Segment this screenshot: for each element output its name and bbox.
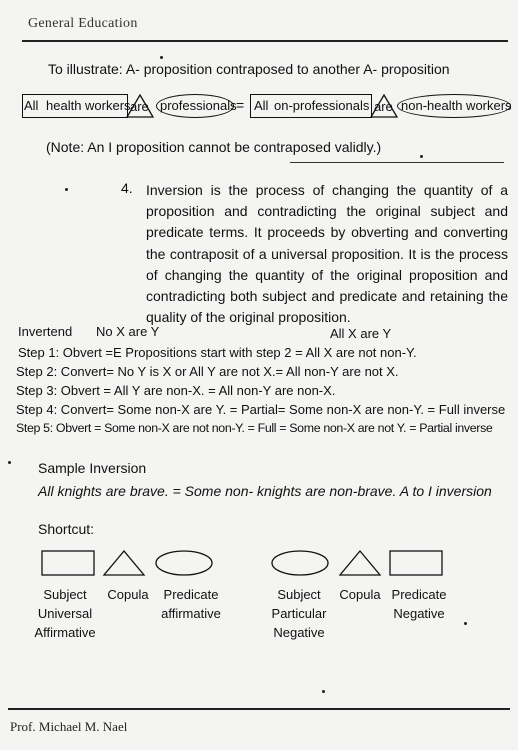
sample-text: All knights are brave. = Some non- knights are non-brave. A to I inversion	[38, 483, 492, 499]
speck	[8, 461, 11, 464]
label-predicate-affirmative: Predicate affirmative	[161, 587, 221, 621]
step-3: Step 3: Obvert = All Y are non-X. = All non-Y are non-X.	[16, 383, 336, 398]
page-header: General Education	[28, 16, 138, 31]
example-all-1: All	[24, 98, 39, 113]
example-copula-2: are	[374, 99, 393, 114]
invertend-left: No X are Y	[96, 324, 160, 339]
example-equals: =	[236, 97, 245, 113]
decorative-line	[290, 162, 504, 163]
speck	[464, 622, 467, 625]
example-copula-1: are	[130, 99, 149, 114]
example-subject-1: health workers	[46, 98, 131, 113]
step-2: Step 2: Convert= No Y is X or All Y are not X.= All non-Y are not X.	[16, 364, 399, 379]
footer-rule	[8, 708, 510, 710]
invertend-label: Invertend	[18, 324, 73, 339]
example-all-2: All	[254, 98, 269, 113]
speck	[322, 690, 325, 693]
step-1: Step 1: Obvert =E Propositions start with step 2 = All X are not non-Y.	[18, 345, 417, 360]
example-subject-2: on-professionals	[274, 98, 370, 113]
sample-heading: Sample Inversion	[38, 460, 147, 476]
label-subject-particular: Subject Particular Negative	[271, 587, 327, 640]
header-rule	[22, 40, 508, 42]
example-predicate-2: non-health workers	[401, 98, 512, 113]
label-predicate-negative: Predicate Negative	[391, 587, 447, 621]
invertend-right: All X are Y	[330, 326, 392, 341]
label-copula-left: Copula	[107, 587, 149, 602]
section-paragraph: Inversion is the process of changing the quantity of a proposition and contradicting the original subject and predicate terms. It proceeds by obverting and converting the contraposit of a universal proposition. It is the process of changing the quantity of the original proposition and contradicting both subject and predicate and retaining the quality of the original proposition.	[146, 182, 508, 326]
speck	[65, 188, 68, 191]
footer-author: Prof. Michael M. Nael	[10, 719, 128, 734]
shortcut-shapes-right	[268, 549, 484, 577]
shortcut-shapes-left	[40, 549, 250, 577]
label-copula-right: Copula	[339, 587, 381, 602]
illustrate-text: To illustrate: A- proposition contraposed to another A- proposition	[48, 61, 450, 77]
step-5: Step 5: Obvert = Some non-X are not non-Y. = Full = Some non-X are not Y. = Partial inverse	[16, 421, 493, 435]
example-predicate-1: professionals	[160, 98, 237, 113]
speck	[160, 56, 163, 59]
shortcut-heading: Shortcut:	[38, 521, 95, 537]
section-number: 4.	[121, 180, 133, 196]
speck	[420, 155, 423, 158]
step-4: Step 4: Convert= Some non-X are Y. = Partial= Some non-X are non-Y. = Full inverse	[16, 402, 506, 417]
note-text: (Note: An I proposition cannot be contraposed validly.)	[46, 139, 382, 155]
label-subject-universal: Subject Universal Affirmative	[34, 587, 96, 640]
